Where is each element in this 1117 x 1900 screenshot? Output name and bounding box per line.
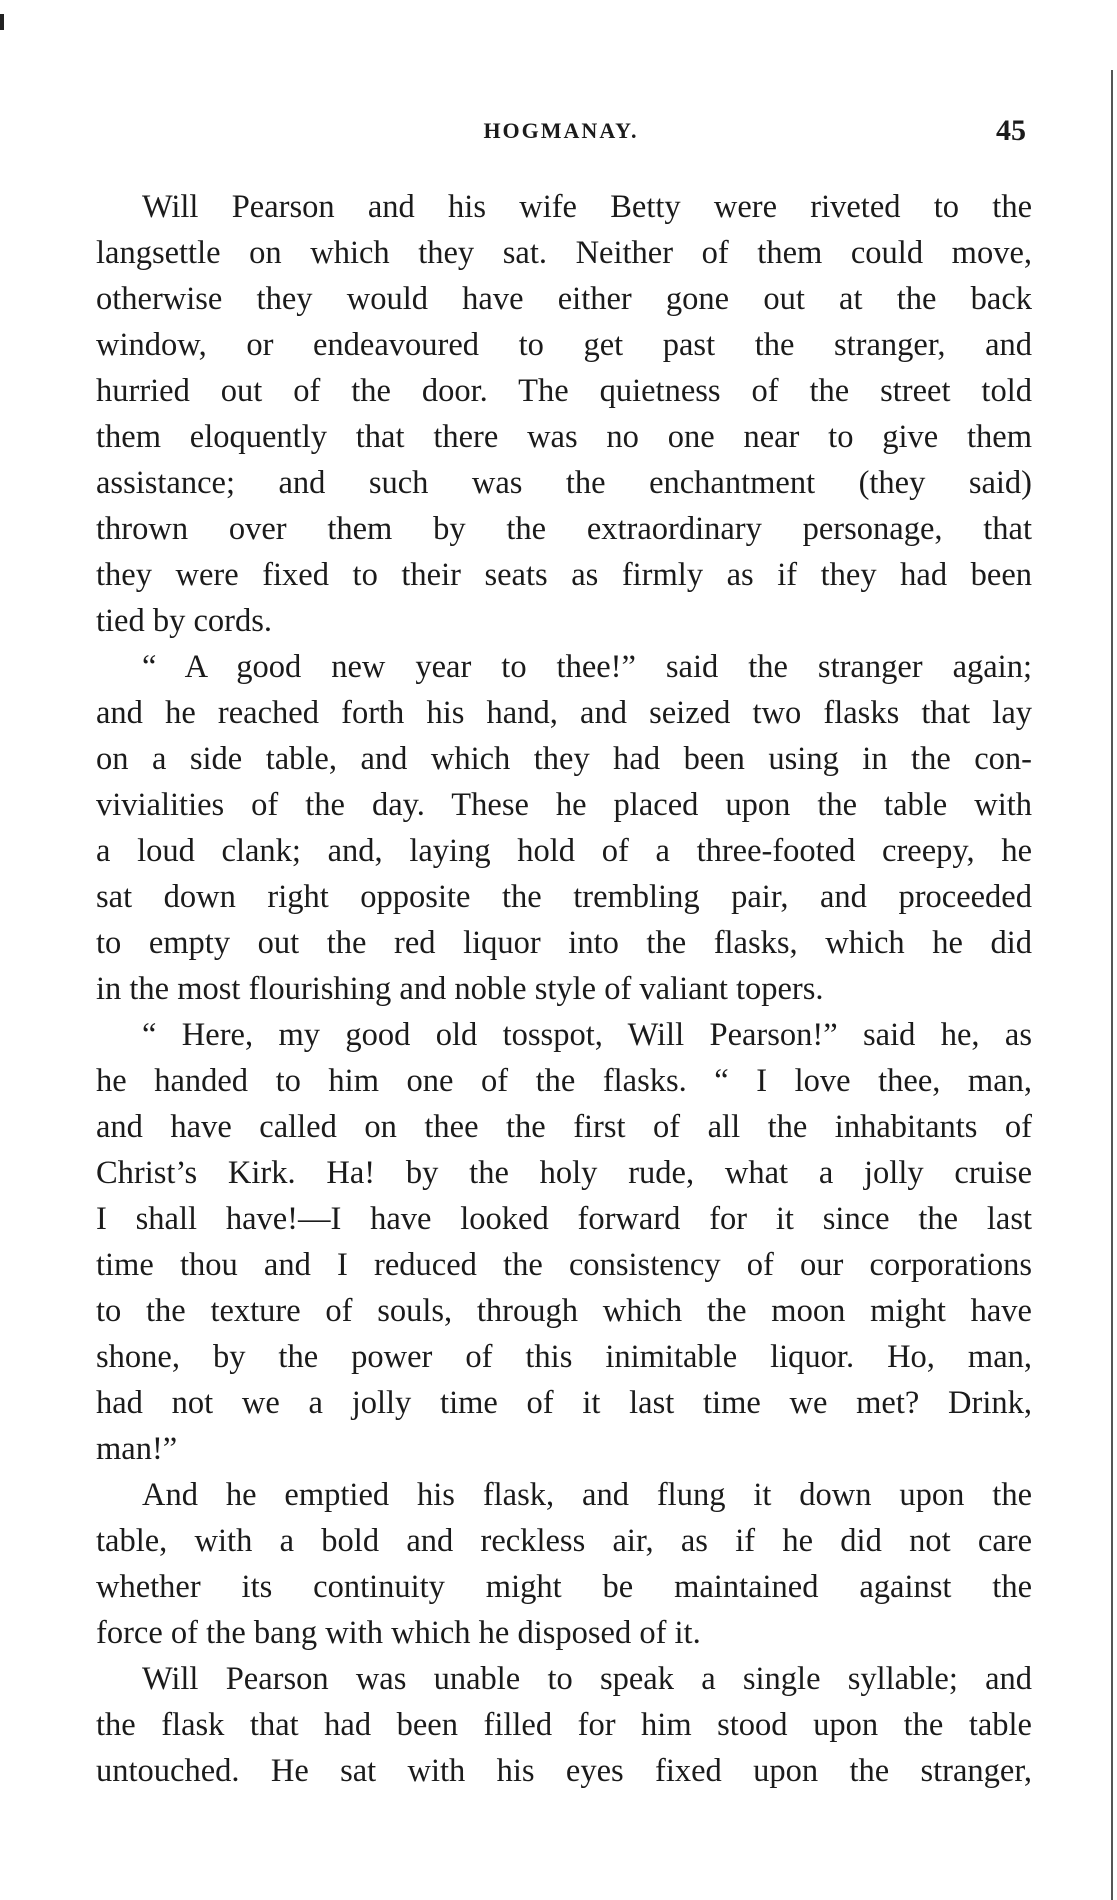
page-number: 45: [996, 114, 1026, 147]
text-line: they were fixed to their seats as firmly as if they had been: [96, 557, 1032, 593]
text-line: thrown over them by the extraordinary personage, that: [96, 511, 1032, 547]
scan-mark: [0, 14, 4, 30]
text-line: langsettle on which they sat. Neither of them could move,: [96, 235, 1032, 271]
text-line: untouched. He sat with his eyes fixed upon the stranger,: [96, 1753, 1032, 1789]
text-line: I shall have!—I have looked forward for it since the last: [96, 1201, 1032, 1237]
text-line: sat down right opposite the trembling pair, and proceeded: [96, 879, 1032, 915]
text-line: a loud clank; and, laying hold of a three-footed creepy, he: [96, 833, 1032, 869]
text-line: assistance; and such was the enchantment (they said): [96, 465, 1032, 501]
text-line: to the texture of souls, through which the moon might have: [96, 1293, 1032, 1329]
text-line: window, or endeavoured to get past the stranger, and: [96, 327, 1032, 363]
text-line: “ A good new year to thee!” said the stranger again;: [142, 649, 1032, 685]
text-line: tied by cords.: [96, 603, 273, 639]
text-line: hurried out of the door. The quietness of the street told: [96, 373, 1032, 409]
text-line: them eloquently that there was no one near to give them: [96, 419, 1032, 455]
running-title: HOGMANAY.: [483, 118, 639, 143]
body-text: [96, 184, 1032, 1794]
text-line: time thou and I reduced the consistency of our corporations: [96, 1247, 1032, 1283]
text-line: man!”: [96, 1431, 178, 1467]
text-line: the flask that had been filled for him stood upon the table: [96, 1707, 1032, 1743]
text-line: whether its continuity might be maintained against the: [96, 1569, 1032, 1605]
text-line: on a side table, and which they had been using in the con-: [96, 741, 1032, 777]
text-line: Will Pearson and his wife Betty were riveted to the: [142, 189, 1032, 225]
text-line: “ Here, my good old tosspot, Will Pearson!” said he, as: [142, 1017, 1032, 1053]
text-line: and he reached forth his hand, and seized two flasks that lay: [96, 695, 1032, 731]
page-edge-line: [1111, 70, 1113, 1900]
text-line: table, with a bold and reckless air, as if he did not care: [96, 1523, 1032, 1559]
running-head: [96, 114, 1026, 154]
text-line: and have called on thee the first of all the inhabitants of: [96, 1109, 1032, 1145]
text-line: force of the bang with which he disposed of it.: [96, 1615, 701, 1651]
text-line: he handed to him one of the flasks. “ I love thee, man,: [96, 1063, 1032, 1099]
text-line: had not we a jolly time of it last time we met? Drink,: [96, 1385, 1032, 1421]
text-line: otherwise they would have either gone out at the back: [96, 281, 1032, 317]
text-line: Christ’s Kirk. Ha! by the holy rude, what a jolly cruise: [96, 1155, 1032, 1191]
text-line: shone, by the power of this inimitable liquor. Ho, man,: [96, 1339, 1032, 1375]
text-line: And he emptied his flask, and flung it down upon the: [142, 1477, 1032, 1513]
text-line: to empty out the red liquor into the flasks, which he did: [96, 925, 1032, 961]
text-line: vivialities of the day. These he placed upon the table with: [96, 787, 1032, 823]
text-line: in the most flourishing and noble style of valiant topers.: [96, 971, 824, 1007]
text-line: Will Pearson was unable to speak a single syllable; and: [142, 1661, 1032, 1697]
